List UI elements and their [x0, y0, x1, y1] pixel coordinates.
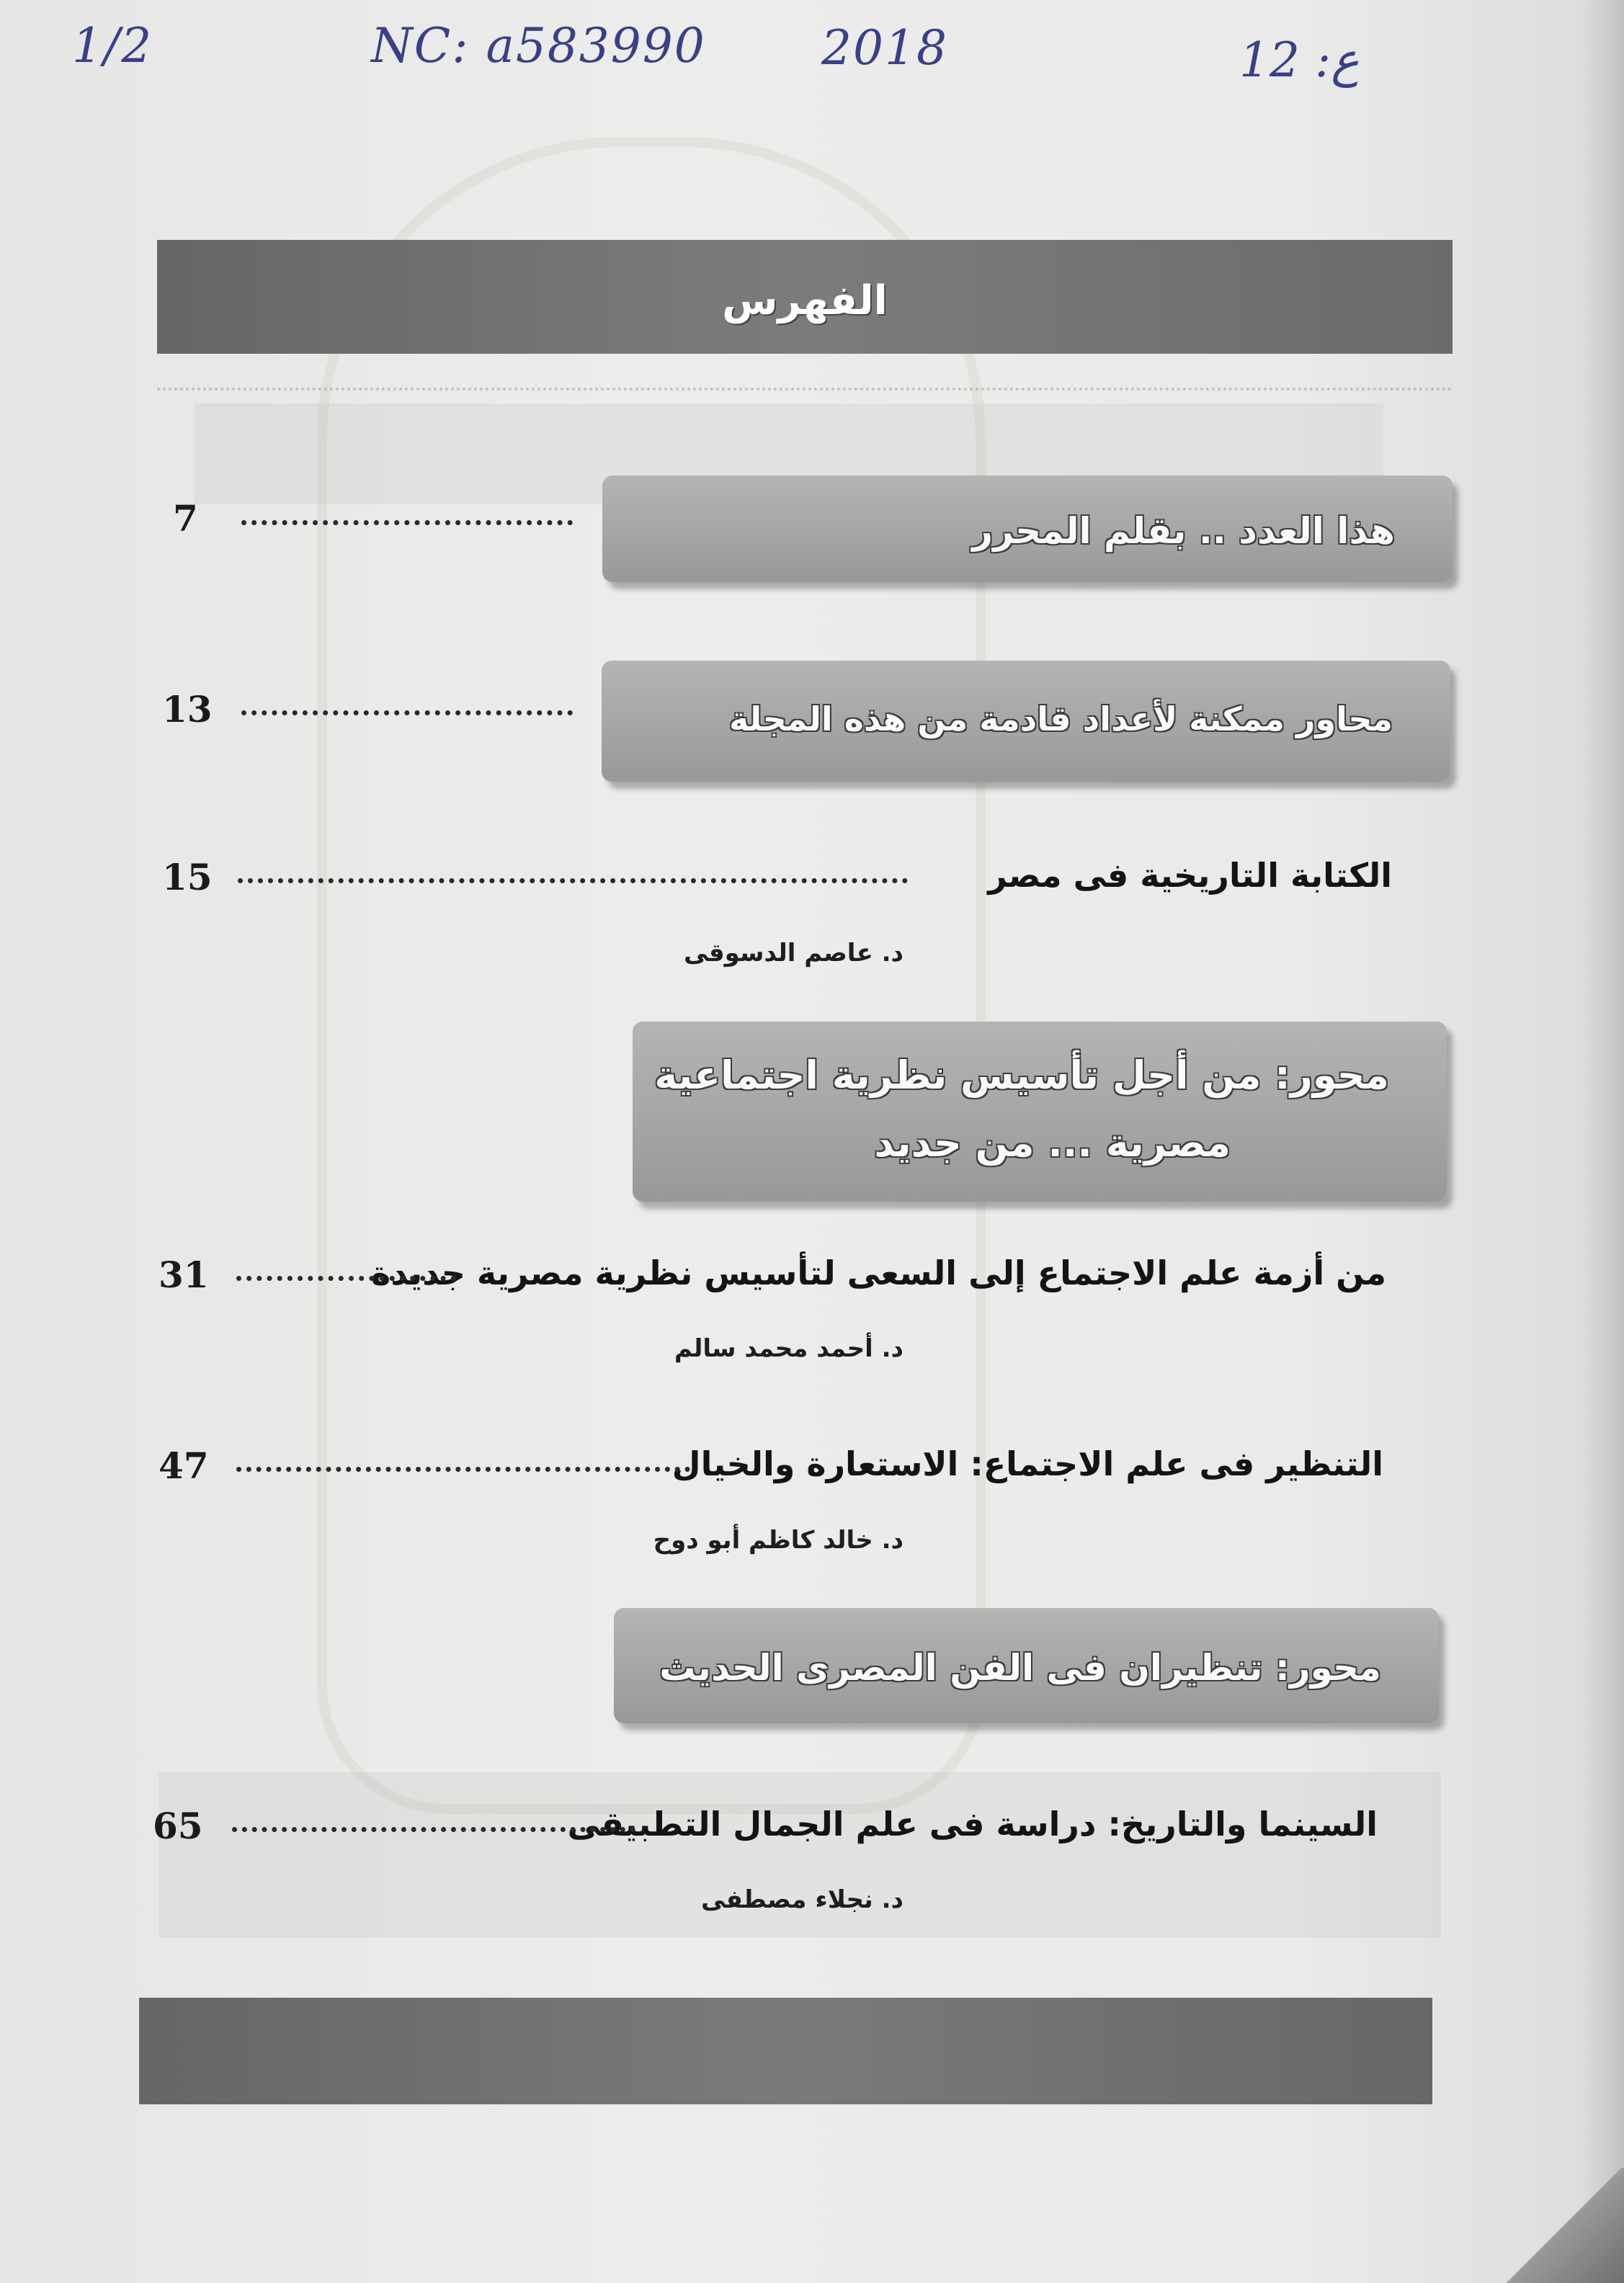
header-divider [157, 388, 1453, 390]
page-title: الفهرس [722, 277, 888, 324]
entry-author: د. أحمد محمد سالم [674, 1334, 904, 1363]
handwritten-year: 2018 [821, 20, 948, 76]
page-number: 47 [159, 1444, 209, 1487]
bleed-through-text [339, 576, 348, 609]
dot-leader [238, 878, 908, 883]
entry-title: السينما والتاريخ: دراسة فى علم الجمال التطبيقى [567, 1805, 1378, 1844]
section-box-future-themes [602, 661, 1450, 782]
dot-leader [236, 1467, 690, 1472]
page-number: 65 [153, 1805, 203, 1847]
handwritten-issue-note: ع: 12 [1239, 32, 1360, 88]
entry-author: د. نجلاء مصطفى [700, 1885, 904, 1914]
page-number: 13 [162, 688, 213, 731]
entry-author: د. خالد كاظم أبو دوح [653, 1526, 904, 1555]
section-box-editor-note [602, 475, 1453, 582]
handwritten-page-part: 1/2 [72, 18, 153, 73]
page-number: 7 [173, 497, 198, 540]
dot-leader [241, 710, 573, 715]
section-title-line2: مصرية ... من جديد [874, 1120, 1231, 1166]
footer-bar [139, 1998, 1432, 2104]
section-title: هذا العدد .. بقلم المحرر [972, 510, 1395, 552]
section-box-social-theory [633, 1022, 1447, 1202]
entry-title: الكتابة التاريخية فى مصر [988, 856, 1392, 895]
section-title-line1: محور: من أجل تأسيس نظرية اجتماعية [654, 1053, 1389, 1098]
torn-corner [1502, 2168, 1624, 2283]
dot-leader [232, 1827, 635, 1832]
dot-leader [241, 520, 573, 525]
handwritten-registration-code: NC: a583990 [371, 18, 706, 73]
header-bar [157, 240, 1453, 354]
page-edge-shadow [1581, 0, 1624, 2283]
section-title: محور: تنظيران فى الفن المصرى الحديث [659, 1647, 1381, 1689]
entry-title: التنظير فى علم الاجتماع: الاستعارة والخيال [672, 1444, 1383, 1483]
section-box-modern-art [614, 1608, 1439, 1723]
entry-author: د. عاصم الدسوقى [683, 939, 904, 968]
entry-title: من أزمة علم الاجتماع إلى السعى لتأسيس نظرية مصرية جديدة [371, 1254, 1386, 1292]
dot-leader [236, 1276, 456, 1281]
section-title: محاور ممكنة لأعداد قادمة من هذه المجلة [728, 700, 1393, 738]
page-number: 31 [159, 1254, 209, 1296]
page-number: 15 [162, 856, 213, 898]
